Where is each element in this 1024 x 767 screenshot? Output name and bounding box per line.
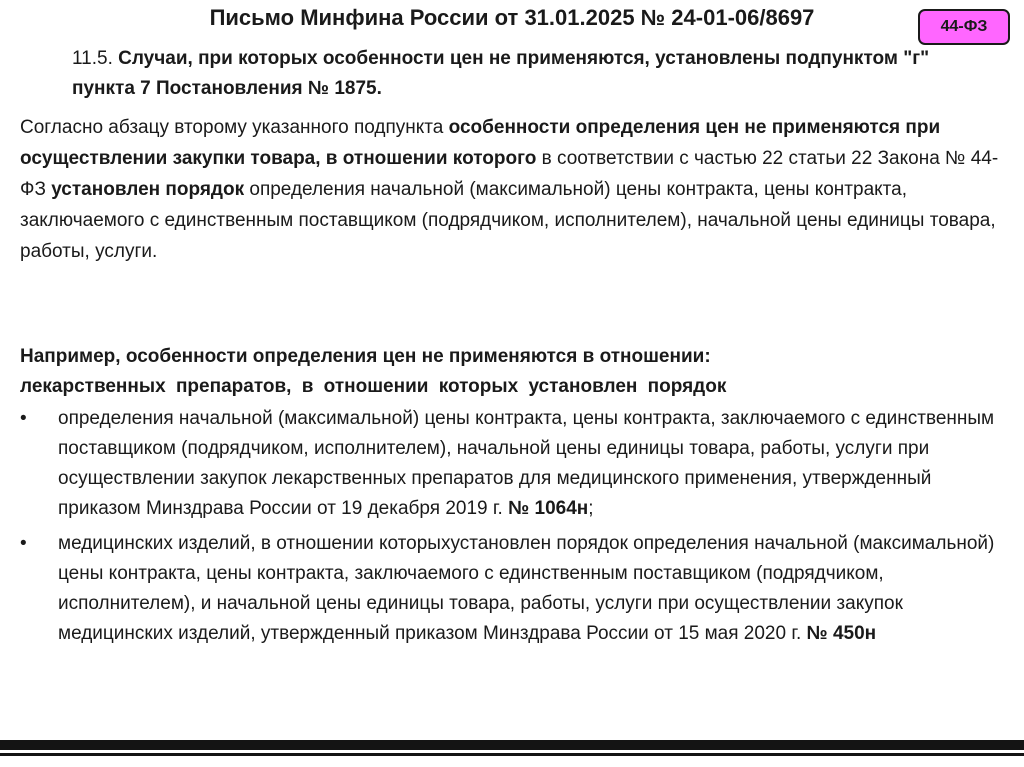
paragraph-bold-1: особенности определения цен не применяются при осуществлении закупки товара, в отношении которого xyxy=(20,117,941,169)
order-number: № 450н xyxy=(806,623,877,644)
example-line-2: лекарственных препаратов, в отношении которых установлен порядок xyxy=(20,376,727,397)
bullet-text: определения начальной (максимальной) цены контракта, цены контракта, заключаемого с единственным поставщиком (подрядчиком, исполнителем), начальной цены единицы товара, работы, услуги при осуществлении закупок лекарственных препаратов для медицинского применения, утвержденный приказом Минздрава России от 19 декабря 2019 г. xyxy=(58,408,995,519)
footer-bar-thick xyxy=(0,740,1024,750)
bullet-text: медицинских изделий, в отношении которыхустановлен порядок определения начальной (максимальной) цены контракта, цены контракта, заключаемого с единственным поставщиком (подрядчиком, исполнителем), и начальной цены единицы товара, работы, услуги при осуществлении закупок медицинских изделий, утвержденный приказом Минздрава России от 15 мая 2020 г. xyxy=(58,533,995,644)
paragraph-text-2: в соответствии с частью 22 статьи 22 Закона № 44-ФЗ xyxy=(20,148,999,200)
paragraph-text-1: Согласно абзацу второму указанного подпункта xyxy=(20,117,449,138)
list-item xyxy=(20,404,1010,524)
bullet-list xyxy=(20,404,1010,654)
section-heading: Случаи, при которых особенности цен не применяются, установлены подпунктом "г" пункта 7 Постановления № 1875. xyxy=(72,48,930,99)
list-item xyxy=(20,529,1010,649)
bullet-mark: • xyxy=(20,533,27,554)
bullet-mark: • xyxy=(20,408,27,429)
law-badge: 44-ФЗ xyxy=(918,9,1010,45)
footer-bar-thin xyxy=(0,753,1024,756)
slide-title: Письмо Минфина России от 31.01.2025 № 24-01-06/8697 xyxy=(209,5,815,30)
example-line-1: Например, особенности определения цен не применяются в отношении: xyxy=(20,346,711,367)
bullet-tail: ; xyxy=(588,498,594,519)
main-paragraph xyxy=(20,112,1010,267)
paragraph-bold-2: установлен порядок xyxy=(51,179,245,200)
example-heading xyxy=(20,342,1010,402)
paragraph-text-3: определения начальной (максимальной) цены контракта, цены контракта, заключаемого с единственным поставщиком (подрядчиком, исполнителем), начальной цены единицы товара, работы, услуги. xyxy=(20,179,996,262)
section-number: 11.5. xyxy=(72,48,119,69)
order-number: № 1064н xyxy=(508,498,589,519)
section-subtitle xyxy=(72,44,932,104)
